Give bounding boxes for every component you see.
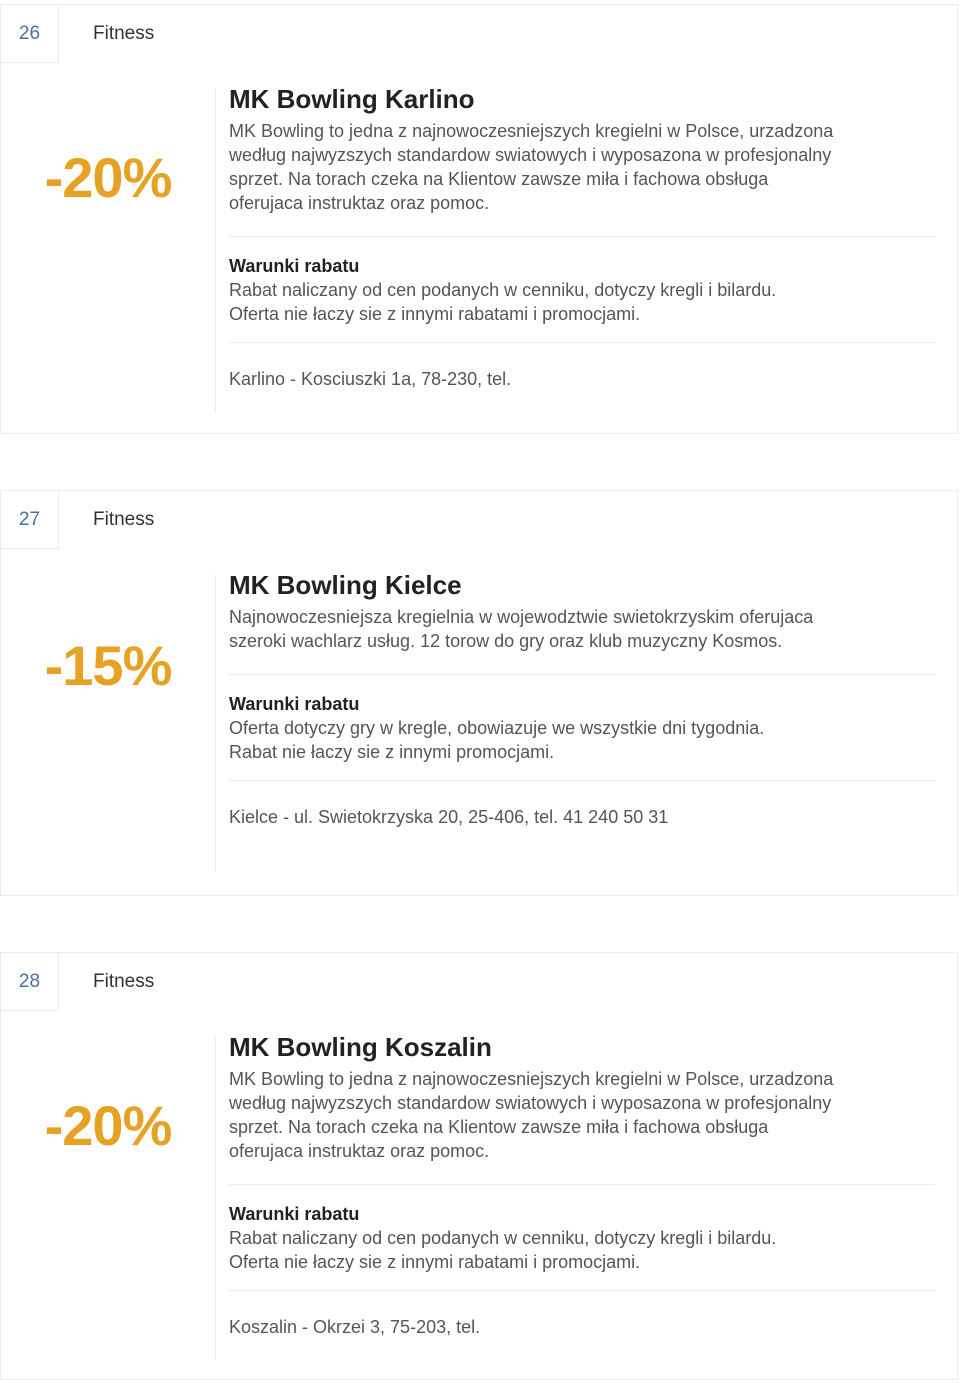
offer-vertical-divider xyxy=(215,1037,216,1359)
offer-card xyxy=(0,490,958,896)
offer-conditions: Oferta dotyczy gry w kregle, obowiazuje we wszystkie dni tygodnia. Rabat nie łaczy sie z innymi promocjami. xyxy=(229,718,765,762)
offer-divider xyxy=(229,780,935,781)
offer-address: Kielce - ul. Swietokrzyska 20, 25-406, tel. 41 240 50 31 xyxy=(229,807,669,827)
offer-divider xyxy=(229,342,935,343)
offer-description: MK Bowling to jedna z najnowoczesniejszych kregielni w Polsce, urzadzona według najwyzszych standardow swiatowych i wyposazona w profesjonalny sprzet. Na torach czeka na Klientow zawsze miła i fachowa obsługa oferujaca instruktaz oraz pomoc. xyxy=(229,121,834,213)
offer-address: Karlino - Kosciuszki 1a, 78-230, tel. xyxy=(229,369,512,389)
offer-divider xyxy=(229,674,935,675)
offer-category: Fitness xyxy=(93,509,155,530)
offer-conditions-label: Warunki rabatu xyxy=(229,694,360,714)
offer-number: 27 xyxy=(1,491,59,549)
offer-card xyxy=(0,952,958,1380)
offer-divider xyxy=(229,1184,935,1185)
offer-number: 28 xyxy=(1,953,59,1011)
offer-description: MK Bowling to jedna z najnowoczesniejszych kregielni w Polsce, urzadzona według najwyzszych standardow swiatowych i wyposazona w profesjonalny sprzet. Na torach czeka na Klientow zawsze miła i fachowa obsługa oferujaca instruktaz oraz pomoc. xyxy=(229,1069,834,1161)
offer-divider xyxy=(229,1290,935,1291)
offer-discount: -15% xyxy=(44,634,172,697)
offer-address: Koszalin - Okrzei 3, 75-203, tel. xyxy=(229,1317,481,1337)
offer-description: Najnowoczesniejsza kregielnia w wojewodztwie swietokrzyskim oferujaca szeroki wachlarz usług. 12 torow do gry oraz klub muzyczny Kosmos. xyxy=(229,607,814,651)
offer-conditions: Rabat naliczany od cen podanych w cenniku, dotyczy kregli i bilardu. Oferta nie łaczy sie z innymi rabatami i promocjami. xyxy=(229,1228,777,1272)
offer-title: MK Bowling Kielce xyxy=(229,570,462,600)
offer-conditions-label: Warunki rabatu xyxy=(229,1204,360,1224)
offer-header xyxy=(1,5,957,63)
offer-conditions-label: Warunki rabatu xyxy=(229,256,360,276)
offer-content xyxy=(229,83,935,391)
offer-category: Fitness xyxy=(93,23,155,44)
offer-vertical-divider xyxy=(215,575,216,871)
offer-content xyxy=(229,569,935,829)
offer-category: Fitness xyxy=(93,971,155,992)
offer-divider xyxy=(229,236,935,237)
offer-title: MK Bowling Koszalin xyxy=(229,1032,492,1062)
offer-header xyxy=(1,953,957,1011)
offer-vertical-divider xyxy=(215,89,216,413)
offer-discount: -20% xyxy=(44,1094,172,1157)
offer-title: MK Bowling Karlino xyxy=(229,84,475,114)
offer-card xyxy=(0,4,958,434)
offer-content xyxy=(229,1031,935,1339)
offer-discount: -20% xyxy=(44,146,172,209)
offer-header xyxy=(1,491,957,549)
offer-conditions: Rabat naliczany od cen podanych w cenniku, dotyczy kregli i bilardu. Oferta nie łaczy sie z innymi rabatami i promocjami. xyxy=(229,280,777,324)
offer-number: 26 xyxy=(1,5,59,63)
